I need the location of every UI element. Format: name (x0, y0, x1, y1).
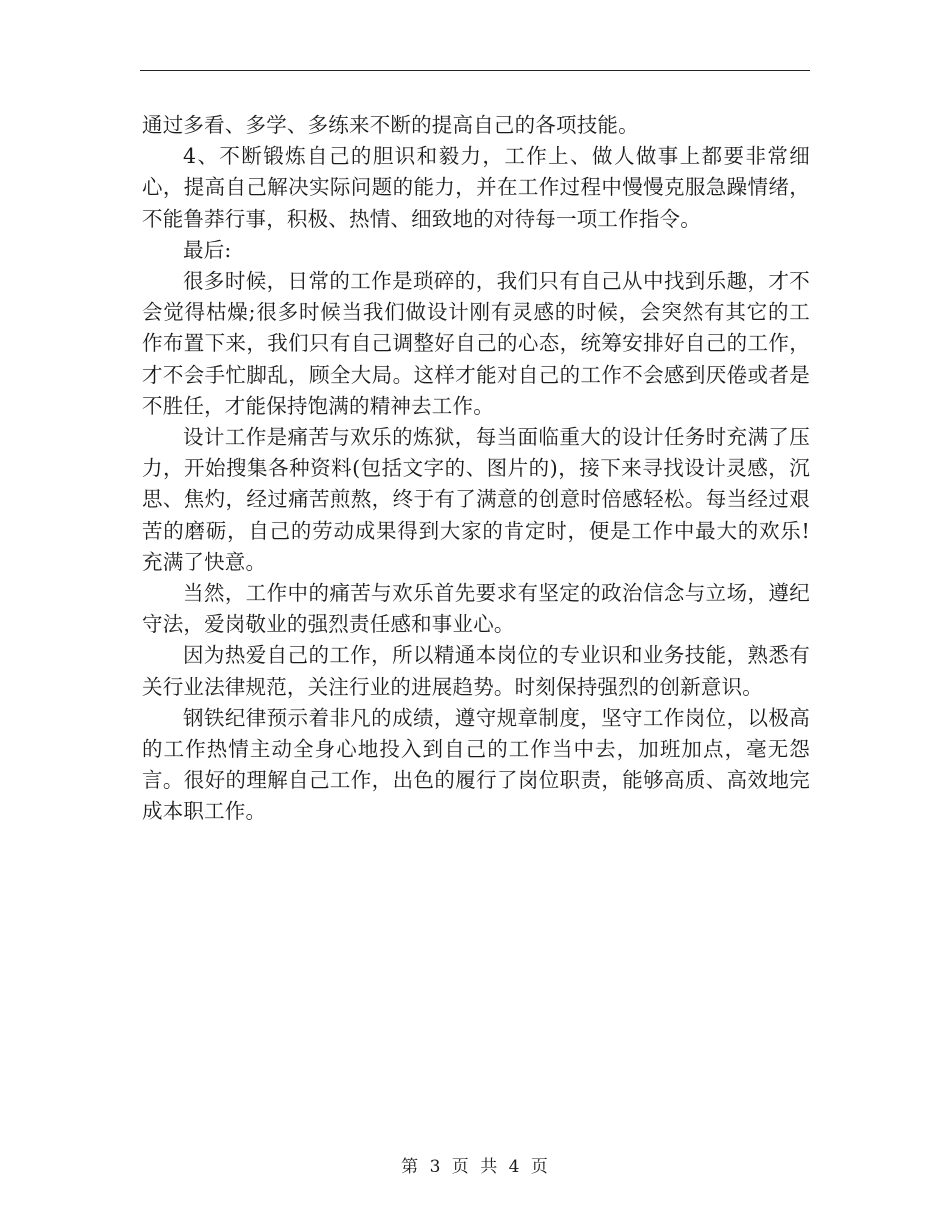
paragraph-4: 很多时候，日常的工作是琐碎的，我们只有自己从中找到乐趣，才不会觉得枯燥;很多时候当我们做设计刚有灵感的时候，会突然有其它的工作布置下来，我们只有自己调整好自己的心态，统筹安排好自己的工作，才不会手忙脚乱，顾全大局。这样才能对自己的工作不会感到厌倦或者是不胜任，才能保持饱满的精神去工作。 (142, 269, 810, 418)
footer-total-word: 共 (480, 1157, 499, 1177)
paragraph-5: 设计工作是痛苦与欢乐的炼狱，每当面临重大的设计任务时充满了压力，开始搜集各种资料(包括文字的、图片的)，接下来寻找设计灵感，沉思、焦灼，经过痛苦煎熬，终于有了满意的创意时倍感轻松。每当经过艰苦的磨砺，自己的劳动成果得到大家的肯定时，便是工作中最大的欢乐!充满了快意。 (142, 425, 810, 574)
paragraph-6: 当然，工作中的痛苦与欢乐首先要求有坚定的政治信念与立场，遵纪守法，爱岗敬业的强烈责任感和事业心。 (142, 581, 810, 637)
paragraph-8: 钢铁纪律预示着非凡的成绩，遵守规章制度，坚守工作岗位，以极高的工作热情主动全身心地投入到自己的工作当中去，加班加点，毫无怨言。很好的理解自己工作，出色的履行了岗位职责，能够高质、高效地完成本职工作。 (142, 705, 810, 824)
paragraph-3: 最后: (183, 237, 232, 262)
footer-suffix: 页 (530, 1157, 549, 1177)
paragraph-2: 4、不断锻炼自己的胆识和毅力，工作上、做人做事上都要非常细心，提高自己解决实际问题的能力，并在工作过程中慢慢克服急躁情绪，不能鲁莽行事，积极、热情、细致地的对待每一项工作指令。 (142, 144, 810, 231)
footer-current-page: 3 (429, 1157, 442, 1177)
document-body (142, 110, 810, 828)
footer-total-pages: 4 (508, 1157, 521, 1177)
paragraph-1: 通过多看、多学、多练来不断的提高自己的各项技能。 (142, 113, 639, 137)
paragraph-7: 因为热爱自己的工作，所以精通本岗位的专业识和业务技能，熟悉有关行业法律规范，关注行业的进展趋势。时刻保持强烈的创新意识。 (142, 643, 810, 699)
footer-page-word: 页 (451, 1157, 470, 1177)
footer-prefix: 第 (401, 1157, 420, 1177)
page-footer (0, 1152, 950, 1177)
header-rule (140, 70, 810, 71)
